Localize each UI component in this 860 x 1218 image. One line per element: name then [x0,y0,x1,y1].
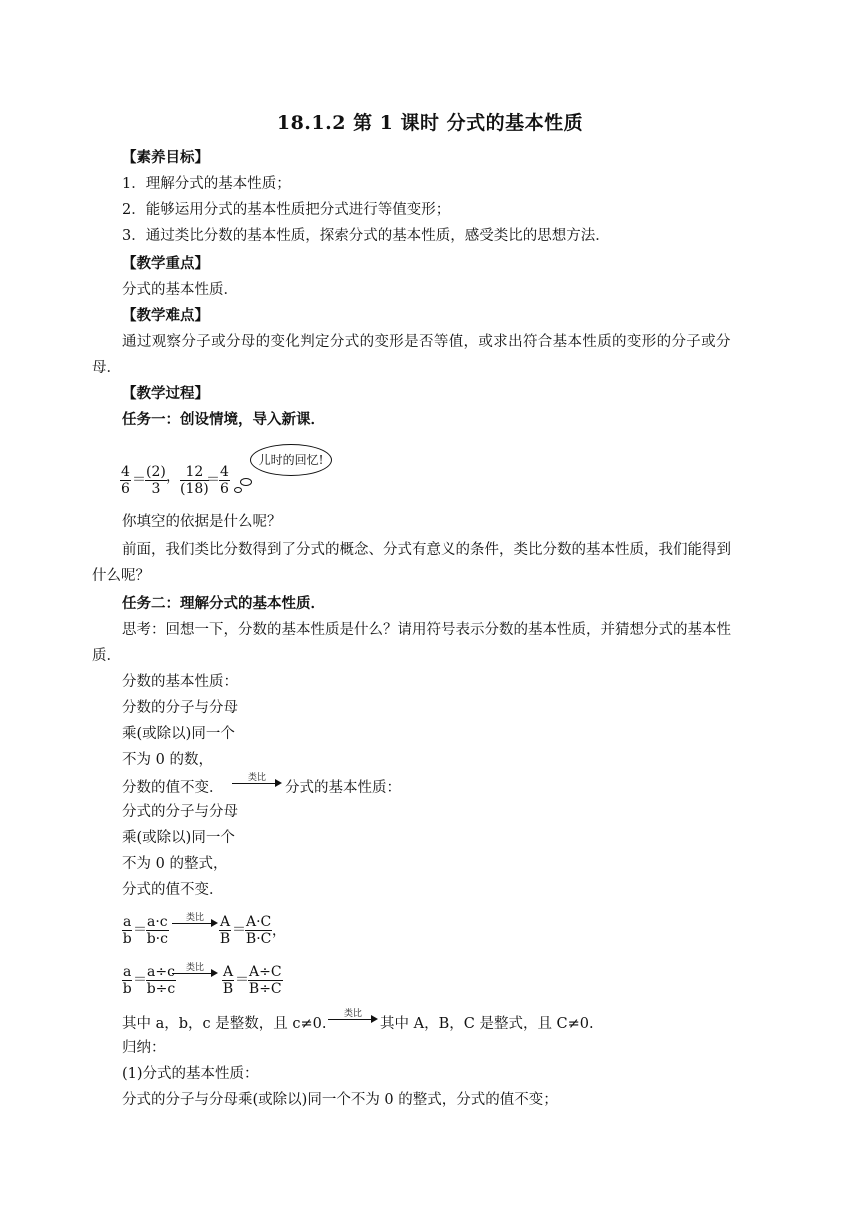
task-one-heading: 任务一：创设情境，导入新课． [122,411,325,428]
algebraic-property-line5: 分式的值不变． [122,882,224,898]
algebraic-property-line1: 分式的基本性质： [285,780,401,796]
condition-number-text: 其中 a，b，c 是整数，且 c≠0. [122,1016,327,1032]
summary-line2: 分式的分子与分母乘(或除以)同一个不为 0 的整式，分式的值不变； [122,1092,558,1108]
formula-adivc-over-bdivc: $\frac{a\div c}{b\div c}$ [146,964,176,997]
thought-bubble-dot [240,478,252,486]
equals-sign: ＝ [206,472,220,488]
fraction-property-line3: 乘(或除以)同一个 [122,726,235,742]
key-text: 分式的基本性质． [122,282,238,298]
task-two-heading: 任务二：理解分式的基本性质． [122,595,325,612]
summary-heading: 归纳： [122,1040,166,1056]
fraction-12-blank: $\frac{12}{(18)}$ [180,464,209,497]
formula-A-over-B: $\frac{A}{B}$ [222,964,234,997]
analogy-arrow-icon: 类比 [172,912,218,930]
formula-a-over-b: $\frac{a}{b}$ [122,964,132,997]
page-title: 18.1.2 第 1 课时 分式的基本性质 [276,112,584,134]
equals-sign: ＝ [132,472,146,488]
comma: ， [272,923,286,939]
algebraic-property-line4: 不为 0 的整式， [122,856,228,872]
comma: ， [166,469,180,485]
think-line1: 思考：回想一下，分数的基本性质是什么？请用符号表示分数的基本性质，并猜想分式的基本性 [122,622,731,638]
equals-sign: ＝ [235,972,249,988]
question-text: 你填空的依据是什么呢？ [122,514,282,530]
fraction-4-6-b: $\frac{4}{6}$ [220,464,229,497]
fraction-property-line5: 分数的值不变． [122,780,224,796]
section-heading-process: 【教学过程】 [122,385,209,402]
goal-item-2: 2．能够运用分式的基本性质把分式进行等值变形； [122,202,451,218]
fraction-blank-3: $\frac{(2)}{3}$ [146,464,166,497]
section-heading-difficulty: 【教学难点】 [122,307,209,324]
condition-expression-text: 其中 A，B，C 是整式，且 C≠0. [380,1016,594,1032]
analogy-arrow-icon: 类比 [172,962,218,980]
formula-a-over-b: $\frac{a}{b}$ [122,914,132,947]
formula-ac-over-bc: $\frac{a\cdot c}{b\cdot c}$ [146,914,168,947]
fraction-4-6: $\frac{4}{6}$ [121,464,130,497]
equals-sign: ＝ [133,922,147,938]
difficulty-text-line2: 母． [92,360,121,376]
formula-AdivC-over-BdivC: $\frac{A\div C}{B\div C}$ [248,964,282,997]
think-line2: 质． [92,648,121,664]
paragraph-line1: 前面，我们类比分数得到了分式的概念、分式有意义的条件，类比分数的基本性质，我们能得到 [122,542,731,558]
fraction-property-line2: 分数的分子与分母 [122,700,238,716]
summary-line1: (1)分式的基本性质： [122,1066,259,1082]
formula-AC-over-BC: $\frac{A\cdot C}{B\cdot C}$ [245,914,272,947]
fraction-property-line1: 分数的基本性质： [122,674,238,690]
goal-item-1: 1．理解分式的基本性质； [122,176,291,192]
difficulty-text-line1: 通过观察分子或分母的变化判定分式的变形是否等值，或求出符合基本性质的变形的分子或分 [122,334,731,350]
fraction-property-line4: 不为 0 的数， [122,752,213,768]
thought-bubble-dot [234,487,242,493]
goal-item-3: 3．通过类比分数的基本性质，探索分式的基本性质，感受类比的思想方法． [122,228,610,244]
equals-sign: ＝ [133,972,147,988]
algebraic-property-line2: 分式的分子与分母 [122,804,238,820]
paragraph-line2: 什么呢？ [92,568,150,584]
formula-A-over-B: $\frac{A}{B}$ [219,914,231,947]
section-heading-key: 【教学重点】 [122,255,209,272]
equals-sign: ＝ [232,922,246,938]
analogy-arrow-icon: 类比 [328,1008,378,1026]
analogy-arrow-icon: 类比 [232,772,282,790]
section-heading-goals: 【素养目标】 [122,149,209,166]
algebraic-property-line3: 乘(或除以)同一个 [122,830,235,846]
thought-bubble: 儿时的回忆! [250,444,332,476]
